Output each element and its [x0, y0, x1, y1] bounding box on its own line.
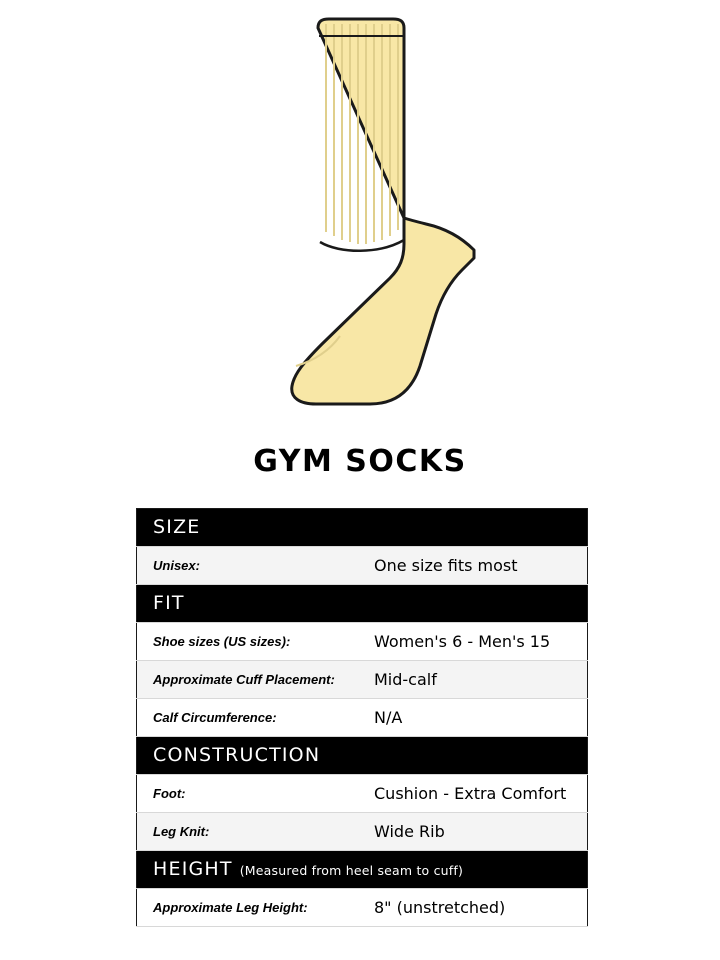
row-label: Foot: [137, 775, 363, 813]
row-value: 8" (unstretched) [362, 889, 588, 927]
size-chart-table [136, 508, 588, 927]
table-section-header [137, 509, 588, 547]
table-section-header [137, 851, 588, 889]
row-value: Wide Rib [362, 813, 588, 851]
section-title: SIZE [153, 516, 201, 538]
row-label: Unisex: [137, 547, 363, 585]
row-value: One size fits most [362, 547, 588, 585]
row-label: Shoe sizes (US sizes): [137, 623, 363, 661]
table-row [137, 889, 588, 927]
section-note: (Measured from heel seam to cuff) [239, 863, 464, 878]
table-row [137, 699, 588, 737]
row-label: Calf Circumference: [137, 699, 363, 737]
table-section-header [137, 585, 588, 623]
row-value: Mid-calf [362, 661, 588, 699]
section-title: CONSTRUCTION [153, 744, 321, 766]
section-title: FIT [153, 592, 185, 614]
row-value: Cushion - Extra Comfort [362, 775, 588, 813]
row-label: Approximate Leg Height: [137, 889, 363, 927]
table-row [137, 775, 588, 813]
table-row [137, 547, 588, 585]
row-label: Approximate Cuff Placement: [137, 661, 363, 699]
sock-illustration-container [0, 14, 720, 424]
table-section-header [137, 737, 588, 775]
table-row [137, 661, 588, 699]
section-title: HEIGHT [153, 858, 233, 880]
table-row [137, 813, 588, 851]
row-value: Women's 6 - Men's 15 [362, 623, 588, 661]
row-value: N/A [362, 699, 588, 737]
sock-illustration-icon [230, 14, 490, 414]
row-label: Leg Knit: [137, 813, 363, 851]
page-title: GYM SOCKS [253, 444, 467, 479]
table-row [137, 623, 588, 661]
